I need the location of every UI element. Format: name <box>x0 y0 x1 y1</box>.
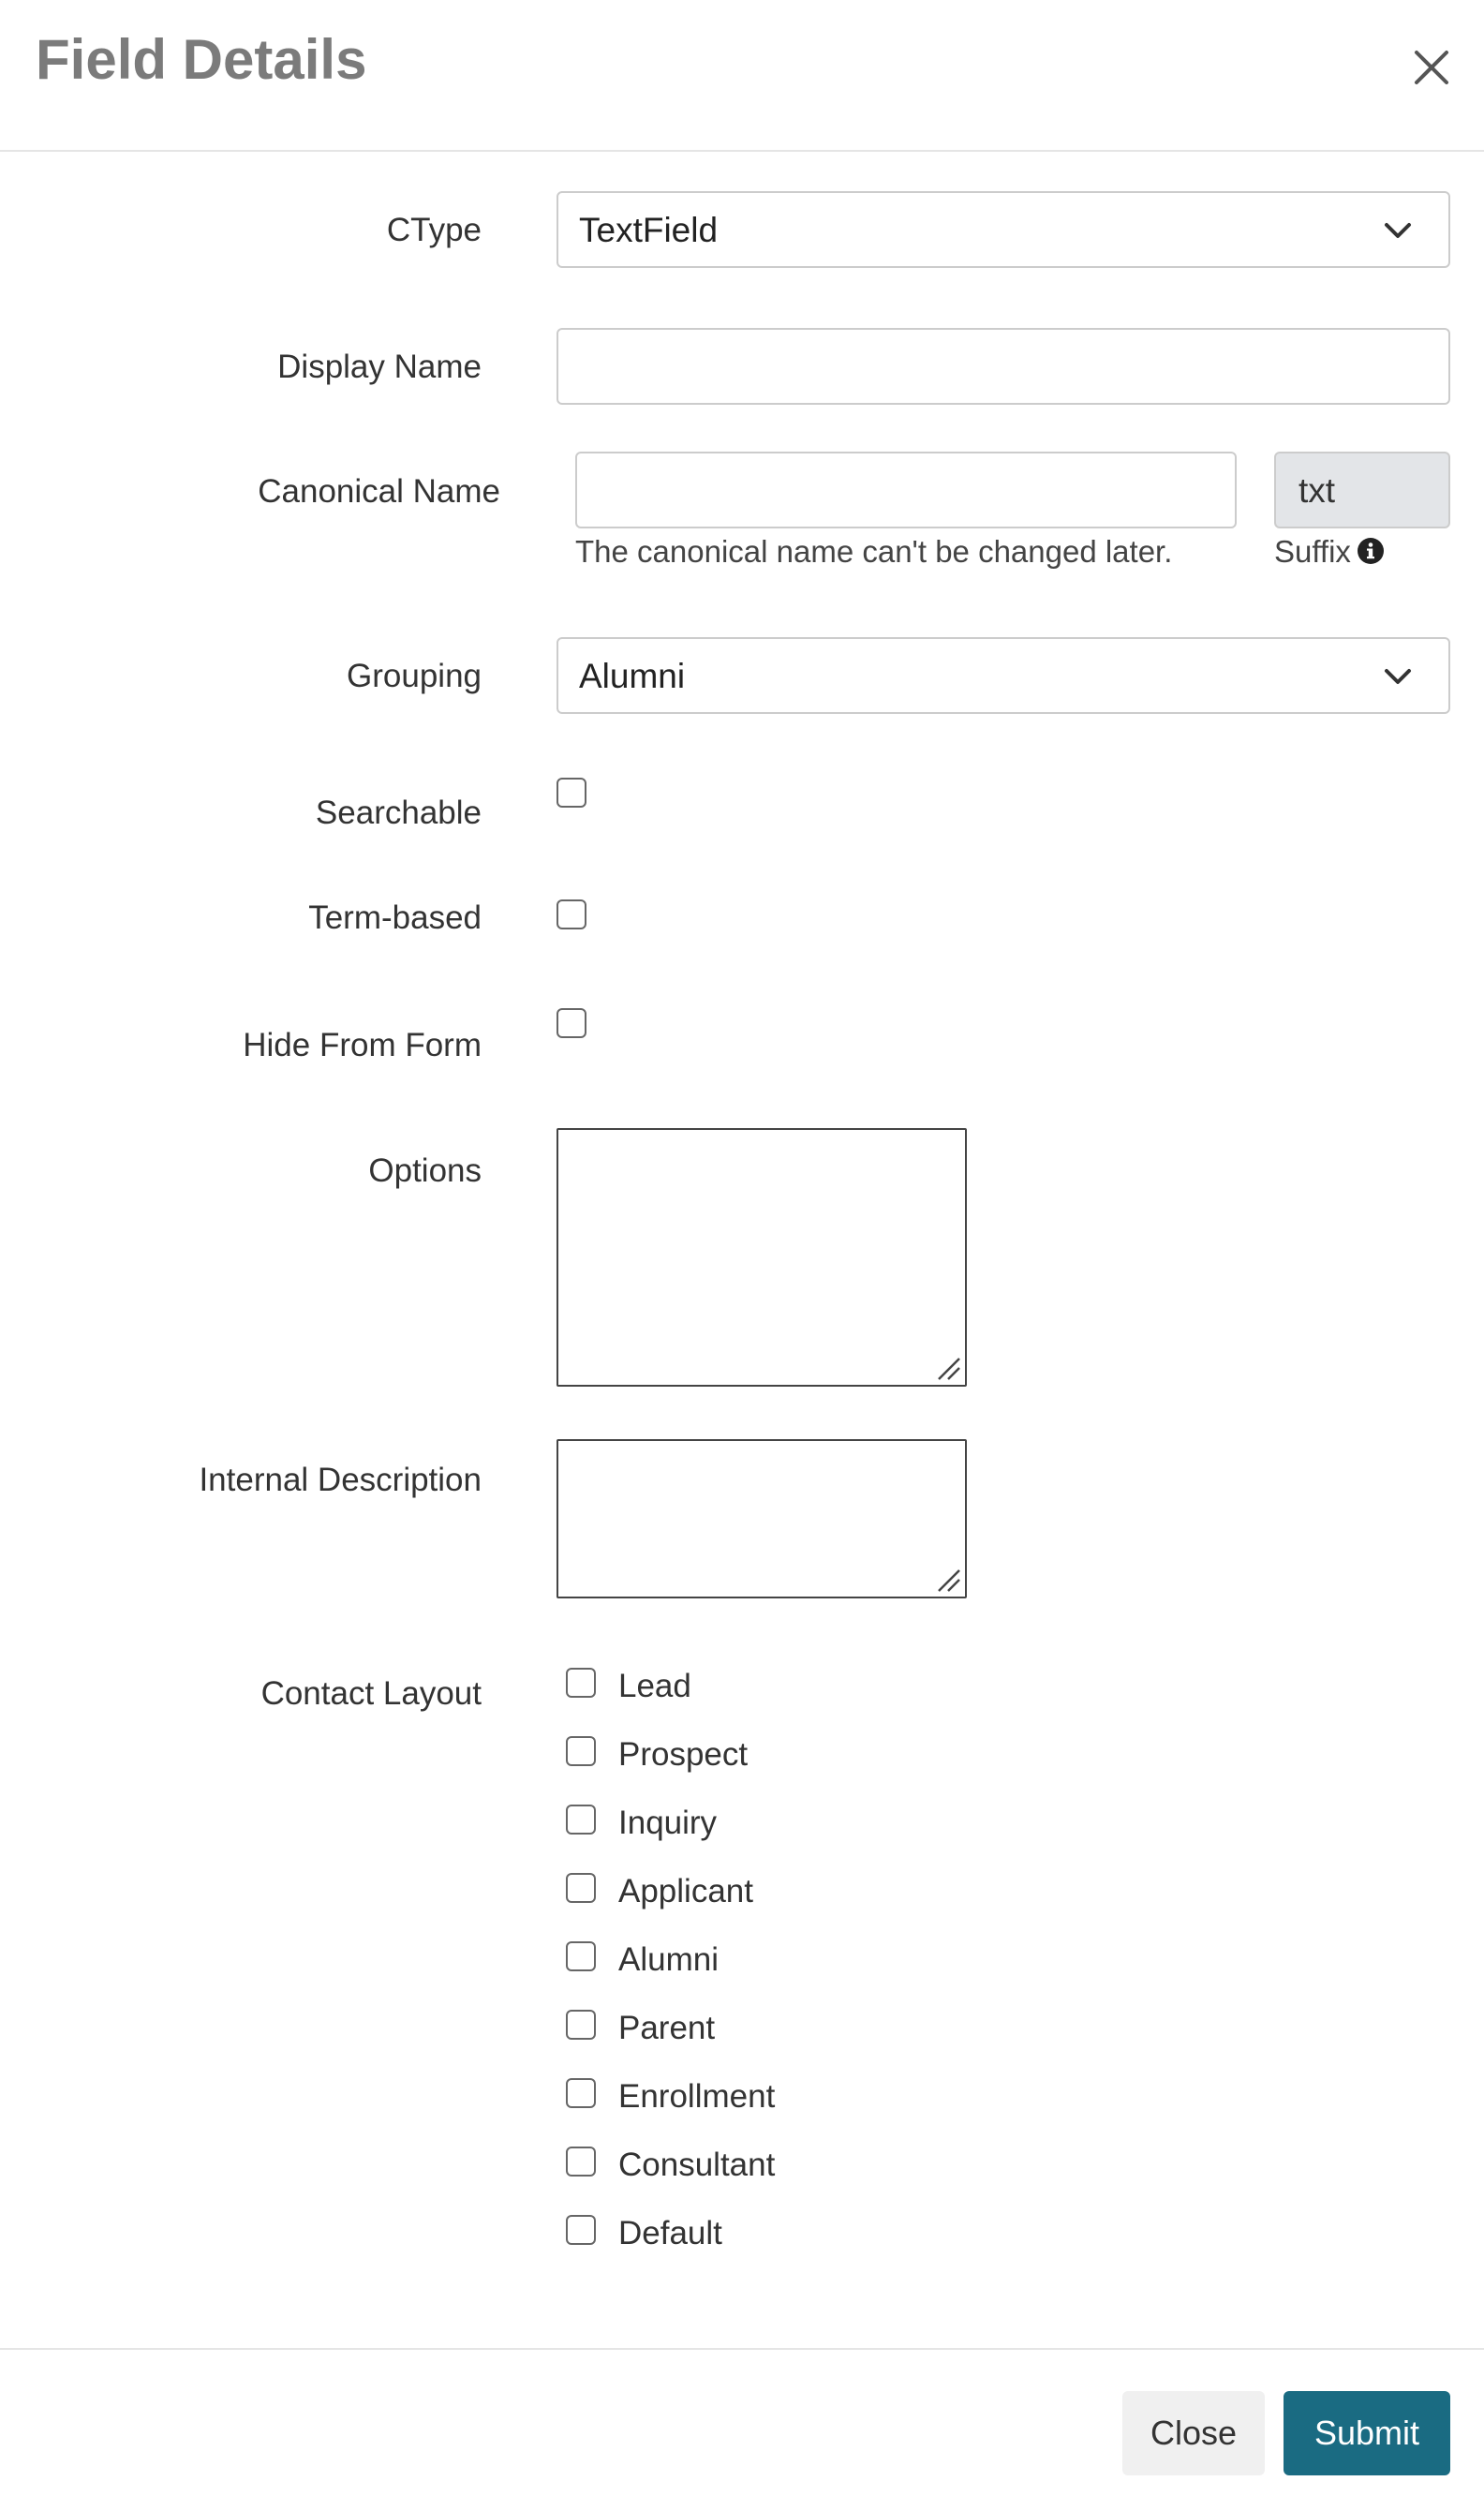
contact-layout-lead-label[interactable]: Lead <box>618 1668 691 1704</box>
hide-from-form-label: Hide From Form <box>243 1027 482 1063</box>
searchable-checkbox[interactable] <box>556 778 586 808</box>
term-based-label: Term-based <box>308 899 482 936</box>
suffix-addon <box>1274 452 1450 528</box>
contact-layout-label: Contact Layout <box>260 1675 482 1712</box>
options-textarea[interactable] <box>556 1128 967 1387</box>
submit-button[interactable]: Submit <box>1284 2391 1450 2475</box>
close-icon[interactable] <box>1405 41 1458 94</box>
contact-layout-alumni-label[interactable]: Alumni <box>618 1941 719 1978</box>
contact-layout-enrollment-checkbox[interactable] <box>566 2078 596 2108</box>
contact-layout-parent-label[interactable]: Parent <box>618 2010 716 2046</box>
contact-layout-default-label[interactable]: Default <box>618 2215 722 2251</box>
ctype-label: CType <box>386 212 482 248</box>
contact-layout-prospect-label[interactable]: Prospect <box>618 1736 749 1773</box>
term-based-checkbox[interactable] <box>556 899 586 929</box>
chevron-down-icon <box>1381 214 1415 247</box>
chevron-down-icon <box>1381 660 1415 693</box>
contact-layout-inquiry-label[interactable]: Inquiry <box>618 1805 718 1841</box>
contact-layout-applicant-checkbox[interactable] <box>566 1873 596 1903</box>
contact-layout-default-checkbox[interactable] <box>566 2215 596 2245</box>
canonical-name-help: The canonical name can't be changed later. <box>575 534 1173 569</box>
info-icon[interactable] <box>1357 537 1385 565</box>
resize-handle-icon[interactable] <box>935 1567 961 1593</box>
contact-layout-consultant-checkbox[interactable] <box>566 2147 596 2177</box>
display-name-input[interactable] <box>556 328 1450 405</box>
suffix-value: txt <box>1298 471 1336 510</box>
contact-layout-parent-checkbox[interactable] <box>566 2010 596 2040</box>
contact-layout-alumni-checkbox[interactable] <box>566 1941 596 1971</box>
resize-handle-icon[interactable] <box>935 1355 961 1381</box>
display-name-label: Display Name <box>277 349 482 385</box>
close-button[interactable]: Close <box>1122 2391 1265 2475</box>
contact-layout-applicant-label[interactable]: Applicant <box>618 1873 753 1909</box>
ctype-value: TextField <box>579 211 719 249</box>
modal-title: Field Details <box>36 28 367 91</box>
hide-from-form-checkbox[interactable] <box>556 1008 586 1038</box>
grouping-label: Grouping <box>347 658 482 694</box>
internal-description-label: Internal Description <box>199 1462 482 1498</box>
canonical-name-input[interactable] <box>575 452 1237 528</box>
contact-layout-inquiry-checkbox[interactable] <box>566 1805 596 1835</box>
contact-layout-enrollment-label[interactable]: Enrollment <box>618 2078 776 2115</box>
modal-footer <box>0 2348 1484 2511</box>
searchable-label: Searchable <box>315 795 482 831</box>
grouping-value: Alumni <box>579 657 686 695</box>
ctype-select[interactable] <box>556 191 1450 268</box>
grouping-select[interactable] <box>556 637 1450 714</box>
options-label: Options <box>368 1152 482 1189</box>
internal-description-textarea[interactable] <box>556 1439 967 1598</box>
modal-header <box>0 0 1484 152</box>
contact-layout-prospect-checkbox[interactable] <box>566 1736 596 1766</box>
contact-layout-consultant-label[interactable]: Consultant <box>618 2147 776 2183</box>
suffix-label: Suffix <box>1274 534 1351 569</box>
canonical-name-label: Canonical Name <box>258 473 500 510</box>
suffix-caption <box>1274 532 1385 572</box>
contact-layout-lead-checkbox[interactable] <box>566 1668 596 1698</box>
